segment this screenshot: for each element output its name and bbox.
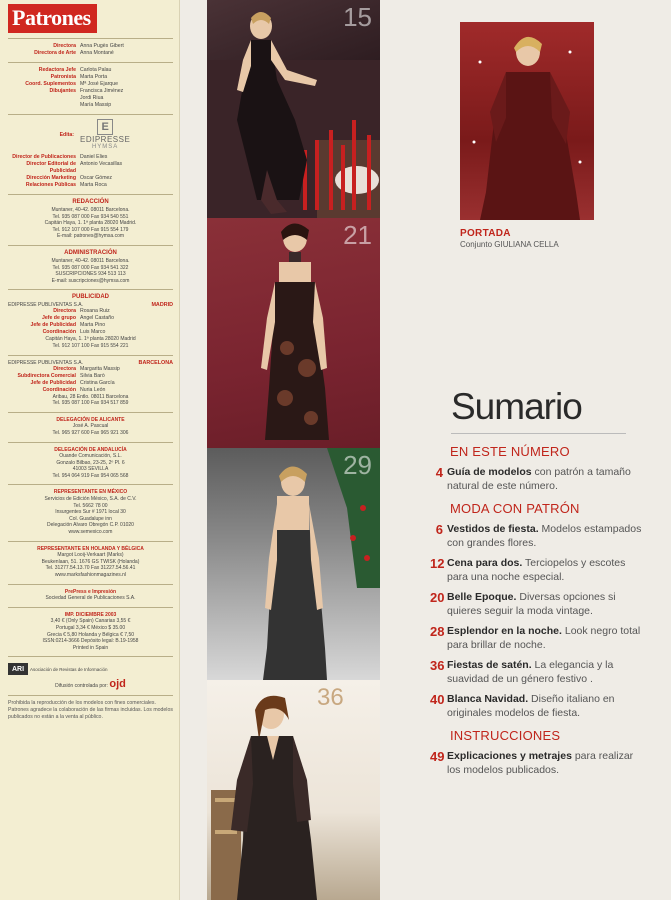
address-line: Tel. 31277.54.13.70 Fax 31227.54.56.41 xyxy=(45,565,136,572)
address-line: Margot Looij-Verkaart (Marks) xyxy=(57,552,124,559)
block-title: REPRESENTANTE EN HOLANDA Y BÉLGICA xyxy=(37,545,144,552)
edipresse-e-icon: E xyxy=(97,119,113,135)
strapless-dress-illustration xyxy=(207,448,380,680)
staff-row xyxy=(8,175,173,182)
association-row xyxy=(8,663,173,675)
staff-row xyxy=(8,74,173,81)
staff-name: Rosana Ruiz xyxy=(80,308,110,315)
madrid-office-line: EDIPRESSE PUBLIVENTAS S.A. MADRID xyxy=(8,302,173,309)
staff-row xyxy=(8,81,173,88)
holanda-block xyxy=(8,546,173,579)
toc-section-heading: MODA CON PATRÓN xyxy=(450,501,580,516)
address-line: Capitán Haya, 1. 1ª planta 28020 Madrid xyxy=(45,336,136,343)
address-line: www.marksfashionmagazines.nl xyxy=(54,572,127,578)
staff-row xyxy=(8,161,173,175)
staff-role: Jefe de Publicidad xyxy=(30,379,76,386)
staff-row xyxy=(8,373,173,380)
cover-illustration xyxy=(460,22,594,220)
ari-logo: ARI Asociación de Revistas de Información xyxy=(8,663,108,675)
toc-page-number: 28 xyxy=(430,624,445,639)
andalucia-block xyxy=(8,447,173,480)
staff-name: Oscar Gómez xyxy=(80,175,112,181)
staff-row xyxy=(8,308,173,315)
toc-entry-description: Terciopelos y escotes para una noche especial. xyxy=(447,557,626,583)
toc-entry-text xyxy=(447,749,645,777)
staff-row xyxy=(8,88,173,95)
madrid-staff xyxy=(8,308,173,336)
staff-row xyxy=(8,322,173,329)
address-line: Gonzalo Bilbao, 23-25, 2º Pl. 6 xyxy=(56,459,125,466)
address-line: Tel. 965 927 600 Fax 965 921 306 xyxy=(52,429,129,436)
toc-entry-title: Fiestas de satén. xyxy=(447,659,532,671)
photo-strapless-dress xyxy=(207,448,380,680)
mexico-block xyxy=(8,489,173,535)
toc-entry[interactable] xyxy=(430,465,645,493)
title-underline xyxy=(451,433,626,434)
publicidad-title: PUBLICIDAD xyxy=(72,294,109,301)
disclaimer-text: Prohibida la reproducción de los modelos con fines comerciales. Patrones agradece la colaboración de las firmas incluidas. Los modelos publicados no están a la venta al público. xyxy=(8,700,173,721)
page-number-badge: 29 xyxy=(343,450,372,480)
barcelona-address xyxy=(8,394,173,407)
address-line: Muntaner, 40-42. 08011 Barcelona. xyxy=(51,257,130,264)
staff-name: María Massip xyxy=(80,102,112,108)
address-line: 41003 SEVILLA xyxy=(72,466,109,473)
toc-entry-text xyxy=(447,465,645,493)
madrid-address xyxy=(8,336,173,349)
redaccion-title: REDACCIÓN xyxy=(72,199,109,205)
address-line: Servicios de Edición México, S.A. de C.V. xyxy=(44,496,137,503)
staff-role: Director de Publicaciones xyxy=(12,154,76,160)
address-line: Beukenlaan, 51. 1676 GS TWISK (Holanda) xyxy=(41,558,140,565)
staff-role: Patronista xyxy=(50,74,76,80)
ari-mark-icon: ARI xyxy=(8,663,28,675)
staff-role: Directora xyxy=(53,308,76,315)
toc-entry-title: Explicaciones y metrajes xyxy=(447,750,572,762)
staff-row xyxy=(8,43,173,50)
photo-floral-dress xyxy=(207,218,380,448)
magazine-logo: Patrones xyxy=(8,4,97,33)
divider xyxy=(8,484,173,485)
staff-name: Marta Pino xyxy=(80,322,106,329)
staff-role: Relaciones Públicas xyxy=(25,182,76,188)
toc-entry[interactable] xyxy=(430,749,645,777)
staff-name: Antonio Vecasillas xyxy=(80,161,123,167)
toc-page-number: 12 xyxy=(430,556,445,571)
divider xyxy=(8,607,173,608)
staff-role: Coordinación xyxy=(42,386,76,393)
toc-page-number: 20 xyxy=(430,590,445,605)
address-line: Muntaner, 40-42. 08011 Barcelona. xyxy=(51,207,130,213)
staff-role xyxy=(8,95,80,102)
toc-entry-description: Diseño italiano en originales modelos de fiesta. xyxy=(447,693,615,719)
staff-role: Dirección Marketing xyxy=(26,175,76,181)
edita-label: Edita: xyxy=(59,131,74,138)
toc-entry-text xyxy=(447,692,645,720)
staff-name: Angel Castaño xyxy=(80,315,115,322)
toc-entry-title: Vestidos de fiesta. xyxy=(447,523,539,535)
toc-entry-text xyxy=(447,556,645,584)
address-line: ISSN:0214-3666 Depósito legal: B.19-1958 xyxy=(42,638,139,645)
staff-role xyxy=(8,102,80,109)
address-line: Tel. 5662 78 00 xyxy=(73,502,108,509)
staff-name: Silvia Barò xyxy=(80,372,105,379)
block-title: REPRESENTANTE EN MÉXICO xyxy=(53,489,128,496)
toc-page-number: 40 xyxy=(430,692,445,707)
staff-name: Jordi Riua xyxy=(80,95,104,101)
staff-list-management xyxy=(8,154,173,189)
address-line: SUSCRIPCIONES 934 513 113 xyxy=(55,271,126,278)
toc-entry[interactable] xyxy=(430,658,645,686)
photo-velvet-dress xyxy=(207,0,380,218)
divider xyxy=(8,289,173,290)
staff-name: Luis Marco xyxy=(80,329,106,336)
divider xyxy=(8,194,173,195)
staff-row xyxy=(8,182,173,189)
staff-row xyxy=(8,387,173,394)
divider xyxy=(8,656,173,657)
address-line: Tel. 935 087 000 Fax 934 541 322 xyxy=(52,264,129,271)
block-title: PrePress e Impresión xyxy=(64,588,117,595)
address-line: Delegación Alvaro Obregón C.P. 01020 xyxy=(47,522,134,529)
difusion-line: Difusión controlada por: ojd xyxy=(55,678,126,691)
ojd-logo-icon: ojd xyxy=(109,678,126,691)
address-line: Tel. 912 107 100 Fax 915 554 221 xyxy=(52,342,129,349)
staff-role: Subdirectora Comercial xyxy=(17,372,76,379)
address-line: Ouande Comunicación, S.L. xyxy=(59,453,122,460)
staff-row xyxy=(8,315,173,322)
address-line: Tel. 912 107 000 Fax 915 554 179 xyxy=(52,226,129,233)
masthead-column xyxy=(0,0,180,900)
block-title: IMP. DICIEMBRE 2003 xyxy=(64,611,117,618)
divider xyxy=(8,412,173,413)
toc-entry-title: Blanca Navidad. xyxy=(447,693,529,705)
staff-name: Anna Montané xyxy=(80,50,114,56)
toc-entry-description: Modelos estampados con grandes flores. xyxy=(447,523,642,549)
staff-role: Director Editorial de Publicidad xyxy=(26,161,76,174)
page-number-badge: 15 xyxy=(343,2,372,32)
toc-page-number: 4 xyxy=(435,465,443,480)
page-title: Sumario xyxy=(451,386,582,427)
floral-dress-illustration xyxy=(207,218,380,448)
block-title: DELEGACIÓN DE ALICANTE xyxy=(56,416,125,423)
prepress-block xyxy=(8,589,173,602)
address-line: www.semexico.com xyxy=(68,529,113,536)
address-line: Portugal 3,34 € México $ 35.00 xyxy=(55,624,126,631)
staff-role: Directora xyxy=(53,43,76,49)
address-line: 3,40 € (Only Spain) Canarias 3,55 € xyxy=(50,618,131,625)
page-number-badge: 36 xyxy=(317,684,344,711)
toc-entry-text xyxy=(447,590,645,618)
divider xyxy=(8,584,173,585)
divider xyxy=(8,442,173,443)
staff-name: Carlota Palau xyxy=(80,67,112,73)
staff-role: Directora xyxy=(53,365,76,372)
address-line: Col. Guadalupe inn xyxy=(69,515,112,522)
staff-name: Cristina García xyxy=(80,379,115,386)
staff-row xyxy=(8,380,173,387)
edipresse-logo: E EDIPRESSE HYMSA xyxy=(80,121,131,150)
address-line: Grecia € 5,80 Holanda y Bélgica € 7,50 xyxy=(47,631,134,638)
barcelona-office-line: EDIPRESSE PUBLIVENTAS S.A. BARCELONA xyxy=(8,359,173,366)
staff-role: Dibujantes xyxy=(49,88,76,94)
toc-entry-text xyxy=(447,658,645,686)
address-line: Capitán Haya, 1. 1ª planta 28020 Madrid. xyxy=(44,220,137,227)
staff-row xyxy=(8,67,173,74)
barcelona-staff xyxy=(8,366,173,394)
address-line: E-mail: patrones@hymsa.com xyxy=(56,233,125,240)
staff-row xyxy=(8,329,173,336)
staff-role: Coord. Suplementos xyxy=(25,81,76,87)
staff-name: Marta Porta xyxy=(80,74,108,80)
staff-name: Francisca Jiménez xyxy=(80,88,124,94)
staff-role: Jefe de grupo xyxy=(41,315,76,322)
staff-row xyxy=(8,154,173,161)
address-line: Sociedad General de Publicaciones S.A. xyxy=(45,595,136,602)
toc-entry[interactable] xyxy=(430,590,645,618)
section-gap xyxy=(430,493,645,501)
toc-page-number: 6 xyxy=(435,522,443,537)
staff-role: Redactora Jefe xyxy=(38,67,76,73)
toc-entry-title: Esplendor en la noche. xyxy=(447,625,562,637)
toc-entry-description: para realizar los modelos publicados. xyxy=(447,750,634,776)
address-line: Aribau, 28 Entlo. 08011 Barcelona xyxy=(52,393,129,400)
toc-page-number: 36 xyxy=(430,658,445,673)
photo-lace-outfit xyxy=(207,680,380,900)
toc-entry-description: La elegancia y la suavidad de un género festivo . xyxy=(447,659,614,685)
table-of-contents xyxy=(430,444,645,777)
divider xyxy=(8,114,173,115)
staff-row xyxy=(8,95,173,102)
address-line: Tel. 954 064 919 Fax 954 065 568 xyxy=(52,472,129,479)
toc-entry[interactable] xyxy=(430,522,645,550)
staff-role: Coordinación xyxy=(42,329,76,336)
divider xyxy=(8,38,173,39)
print-info-block xyxy=(8,612,173,652)
redaccion-address xyxy=(8,207,173,240)
toc-entry[interactable] xyxy=(430,624,645,652)
toc-entry-description: Diversas opciones si quieres seguir la moda vintage. xyxy=(447,591,616,617)
divider xyxy=(8,695,173,696)
publisher-block xyxy=(8,119,173,150)
divider xyxy=(8,62,173,63)
staff-list-editorial xyxy=(8,67,173,109)
toc-entry-text xyxy=(447,624,645,652)
lace-outfit-illustration xyxy=(207,680,380,900)
staff-name: Marta Roca xyxy=(80,182,107,188)
staff-name: Mª José Ejarque xyxy=(80,81,118,87)
staff-row xyxy=(8,50,173,57)
admin-address xyxy=(8,258,173,284)
staff-name: Nuria León xyxy=(80,386,106,393)
cover-caption-title: PORTADA xyxy=(460,228,511,239)
page-number-badge: 21 xyxy=(343,220,372,250)
staff-row xyxy=(8,102,173,109)
alicante-block xyxy=(8,417,173,437)
address-line: Tel. 935 087 000 Fax 934 540 551 xyxy=(52,213,129,220)
block-title: DELEGACIÓN DE ANDALUCÍA xyxy=(54,446,127,453)
address-line: E-mail: suscripciones@hymsa.com xyxy=(51,277,130,284)
divider xyxy=(8,541,173,542)
toc-entry-description: con patrón a tamaño natural de este número. xyxy=(447,466,631,492)
staff-role: Directora de Arte xyxy=(34,50,76,56)
address-line: Printed in Spain xyxy=(72,644,109,651)
address-line: José A. Pascual xyxy=(72,423,109,430)
staff-row xyxy=(8,366,173,373)
toc-entry-title: Cena para dos. xyxy=(447,557,523,569)
toc-entry[interactable] xyxy=(430,692,645,720)
divider xyxy=(8,355,173,356)
toc-entry-description: Look negro total para brillar de noche. xyxy=(447,625,641,651)
toc-entry[interactable] xyxy=(430,556,645,584)
divider xyxy=(8,245,173,246)
staff-list-direction xyxy=(8,43,173,57)
toc-section-heading: EN ESTE NÚMERO xyxy=(450,444,570,459)
section-gap xyxy=(430,720,645,728)
toc-entry-title: Guía de modelos xyxy=(447,466,532,478)
staff-name: Margarita Massip xyxy=(80,365,120,372)
staff-role: Jefe de Publicidad xyxy=(30,322,76,329)
address-line: Tel. 935 087 100 Fax 934 517 859 xyxy=(52,400,129,407)
admin-title: ADMINISTRACIÓN xyxy=(64,249,117,256)
toc-section-heading: INSTRUCCIONES xyxy=(450,728,561,743)
cover-thumbnail xyxy=(460,22,594,220)
toc-entry-text xyxy=(447,522,645,550)
cover-caption-subtitle: Conjunto GIULIANA CELLA xyxy=(460,240,559,249)
toc-page-number: 49 xyxy=(430,749,445,764)
staff-name: Anna Pugès Gibert xyxy=(80,43,124,49)
address-line: Insurgentes Sur # 1971 local 30 xyxy=(55,509,126,516)
staff-name: Daniel Elies xyxy=(80,154,108,160)
toc-entry-title: Belle Epoque. xyxy=(447,591,517,603)
